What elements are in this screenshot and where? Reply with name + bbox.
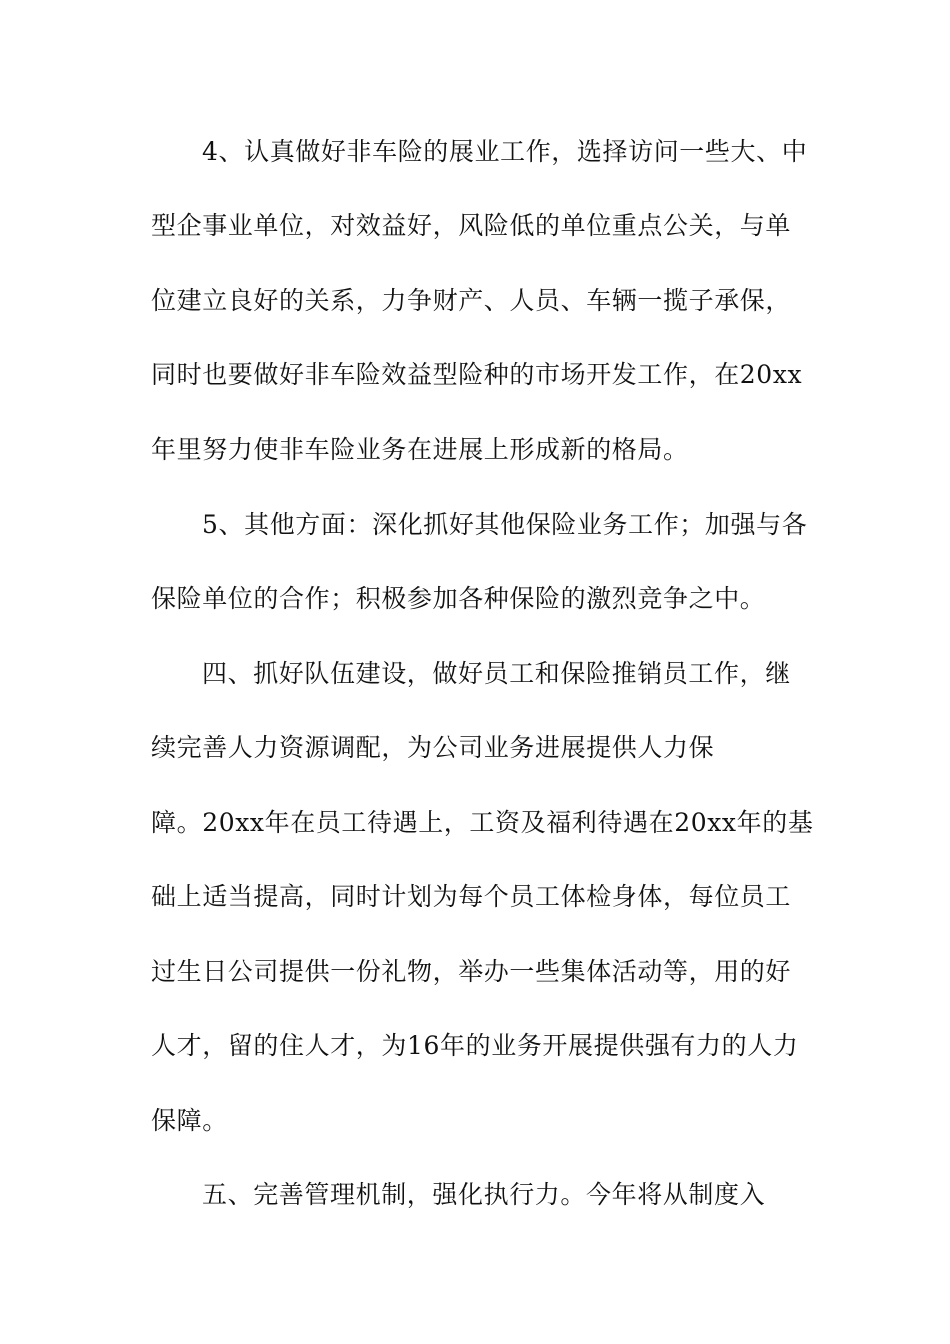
- paragraph-line: 5、其他方面：深化抓好其他保险业务工作；加强与各: [202, 510, 808, 539]
- paragraph-line: 障。20xx年在员工待遇上，工资及福利待遇在20xx年的基: [151, 808, 814, 837]
- paragraph-line: 过生日公司提供一份礼物，举办一些集体活动等，用的好: [151, 957, 792, 986]
- paragraph-line: 位建立良好的关系，力争财产、人员、车辆一揽子承保，: [151, 286, 792, 315]
- paragraph-line: 五、完善管理机制，强化执行力。今年将从制度入: [202, 1180, 766, 1209]
- paragraph-line: 型企事业单位，对效益好，风险低的单位重点公关，与单: [151, 211, 792, 240]
- paragraph-line: 同时也要做好非车险效益型险种的市场开发工作，在20xx: [151, 360, 803, 389]
- paragraph-line: 续完善人力资源调配，为公司业务进展提供人力保: [151, 733, 715, 762]
- paragraph-line: 础上适当提高，同时计划为每个员工体检身体，每位员工: [151, 882, 792, 911]
- paragraph-line: 4、认真做好非车险的展业工作，选择访问一些大、中: [202, 137, 808, 166]
- paragraph-line: 保险单位的合作；积极参加各种保险的激烈竞争之中。: [151, 584, 766, 613]
- paragraph-line: 四、抓好队伍建设，做好员工和保险推销员工作，继: [202, 659, 791, 688]
- paragraph-line: 人才，留的住人才，为16年的业务开展提供强有力的人力: [151, 1031, 799, 1060]
- paragraph-line: 年里努力使非车险业务在进展上形成新的格局。: [151, 435, 689, 464]
- paragraph-line: 保障。: [151, 1106, 228, 1135]
